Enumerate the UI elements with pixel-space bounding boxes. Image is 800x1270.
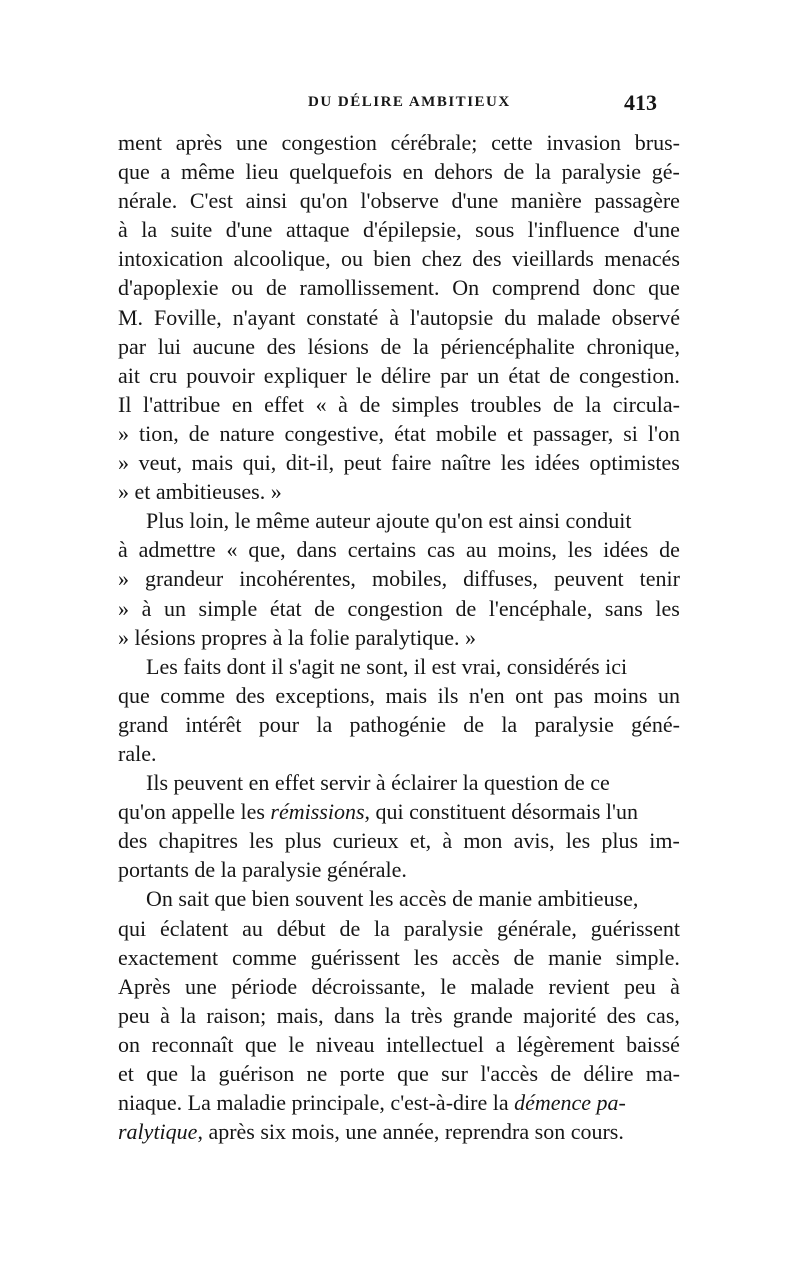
text-line: ment après une congestion cérébrale; cette invasion brus- bbox=[118, 130, 680, 155]
text-line: intoxication alcoolique, ou bien chez des vieillards menacés bbox=[118, 246, 680, 272]
text-line: Il l'attribue en effet « à de simples troubles de la circula- bbox=[118, 391, 680, 417]
text-line: ralytique, après six mois, une année, reprendra son cours. bbox=[118, 1119, 624, 1145]
text-line: grand intérêt pour la pathogénie de la paralysie géné- bbox=[118, 711, 680, 737]
italic-term: démence pa- bbox=[514, 1090, 626, 1116]
text-line: à admettre « que, dans certains cas au moins, les idées de bbox=[118, 537, 680, 563]
page-number: 413 bbox=[624, 90, 657, 115]
text-line: peu à la raison; mais, dans la très grande majorité des cas, bbox=[118, 1002, 680, 1028]
paragraph-start: On sait que bien souvent les accès de manie ambitieuse, bbox=[146, 886, 639, 912]
italic-term: ralytique bbox=[118, 1119, 198, 1145]
text-line: des chapitres les plus curieux et, à mon avis, les plus im- bbox=[118, 828, 680, 854]
text-line: et que la guérison ne porte que sur l'accès de délire ma- bbox=[118, 1061, 680, 1086]
text-line: d'apoplexie ou de ramollissement. On comprend donc que bbox=[118, 275, 680, 301]
paragraph-start: Plus loin, le même auteur ajoute qu'on est ainsi conduit bbox=[146, 508, 632, 534]
text-line: ait cru pouvoir expliquer le délire par un état de congestion. bbox=[118, 362, 680, 388]
paragraph-start: Les faits dont il s'agit ne sont, il est vrai, considérés ici bbox=[146, 653, 628, 679]
paragraph-start: Ils peuvent en effet servir à éclairer la question de ce bbox=[146, 770, 610, 796]
text-line: » veut, mais qui, dit-il, peut faire naître les idées optimistes bbox=[118, 450, 680, 476]
text-line: niaque. La maladie principale, c'est-à-dire la démence pa- bbox=[118, 1090, 626, 1116]
text-line: on reconnaît que le niveau intellectuel a légèrement baissé bbox=[118, 1031, 680, 1057]
text-line: » à un simple état de congestion de l'encéphale, sans les bbox=[118, 595, 680, 621]
body-text bbox=[118, 128, 680, 1146]
text-line: » tion, de nature congestive, état mobile et passager, si l'on bbox=[118, 420, 680, 446]
text-line: rale. bbox=[118, 740, 157, 766]
text-line: » grandeur incohérentes, mobiles, diffuses, peuvent tenir bbox=[118, 566, 680, 592]
text-line: nérale. C'est ainsi qu'on l'observe d'une manière passagère bbox=[118, 188, 680, 214]
running-title: DU DÉLIRE AMBITIEUX bbox=[308, 94, 511, 110]
text-line: à la suite d'une attaque d'épilepsie, sous l'influence d'une bbox=[118, 217, 680, 243]
text-line: par lui aucune des lésions de la périencéphalite chronique, bbox=[118, 333, 680, 359]
text-line: » et ambitieuses. » bbox=[118, 479, 282, 505]
text-line: qui éclatent au début de la paralysie générale, guérissent bbox=[118, 915, 680, 941]
text-line: exactement comme guérissent les accès de manie simple. bbox=[118, 944, 680, 970]
text-line: qu'on appelle les rémissions, qui constituent désormais l'un bbox=[118, 799, 638, 825]
text-line: que comme des exceptions, mais ils n'en ont pas moins un bbox=[118, 682, 680, 708]
text-line: portants de la paralysie générale. bbox=[118, 857, 407, 883]
text-line: que a même lieu quelquefois en dehors de la paralysie gé- bbox=[118, 159, 680, 185]
text-line: M. Foville, n'ayant constaté à l'autopsie du malade observé bbox=[118, 304, 680, 330]
italic-term: rémissions bbox=[270, 799, 365, 825]
text-line: » lésions propres à la folie paralytique. » bbox=[118, 624, 477, 650]
text-line: Après une période décroissante, le malade revient peu à bbox=[118, 973, 680, 999]
page-header bbox=[0, 90, 800, 120]
